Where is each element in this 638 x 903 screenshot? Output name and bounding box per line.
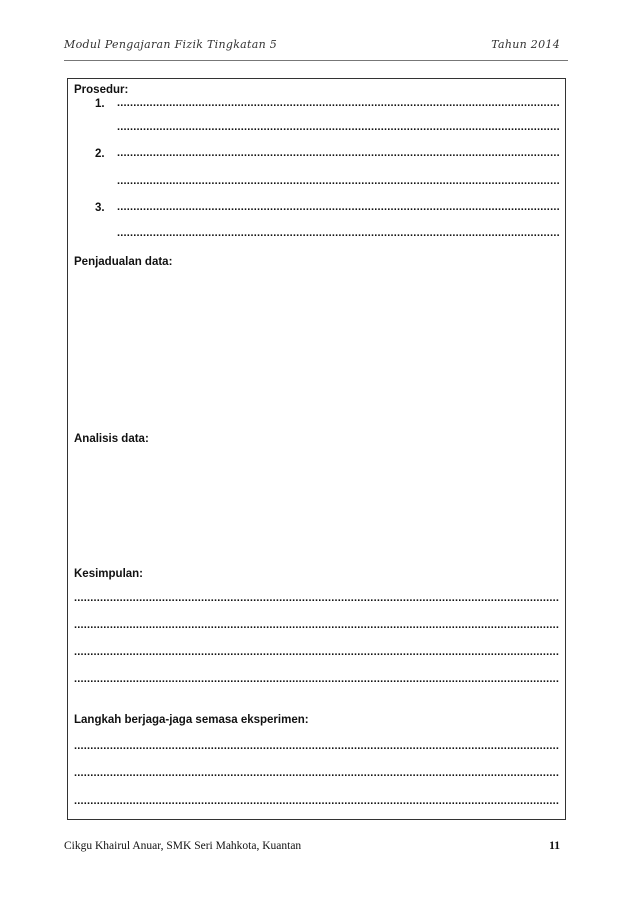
penjadualan-heading: Penjadualan data: [74, 256, 173, 268]
procedure-number-2: 2. [95, 148, 105, 160]
kesimpulan-line-3[interactable] [74, 647, 559, 657]
procedure-1-line-2[interactable] [117, 122, 559, 132]
kesimpulan-line-4[interactable] [74, 674, 559, 684]
page-footer [64, 840, 564, 856]
module-title: Modul Pengajaran Fizik Tingkatan 5 [64, 38, 278, 51]
analisis-answer-area[interactable] [74, 449, 558, 559]
procedure-2-line-2[interactable] [117, 176, 559, 186]
procedure-number-1: 1. [95, 98, 105, 110]
procedure-number-3: 3. [95, 202, 105, 214]
procedure-3-line-1[interactable] [117, 202, 559, 212]
year-label: Tahun 2014 [491, 38, 560, 51]
page-number: 11 [549, 840, 560, 852]
header-rule [64, 60, 568, 61]
langkah-line-1[interactable] [74, 741, 559, 751]
page-header [64, 38, 560, 58]
langkah-heading: Langkah berjaga-jaga semasa eksperimen: [74, 714, 309, 726]
procedure-1-line-1[interactable] [117, 98, 559, 108]
analisis-heading: Analisis data: [74, 433, 149, 445]
kesimpulan-heading: Kesimpulan: [74, 568, 144, 580]
prosedur-heading: Prosedur: [74, 84, 129, 96]
langkah-line-2[interactable] [74, 768, 559, 778]
kesimpulan-line-1[interactable] [74, 593, 559, 603]
kesimpulan-line-2[interactable] [74, 620, 559, 630]
penjadualan-answer-area[interactable] [74, 272, 558, 420]
langkah-line-3[interactable] [74, 796, 559, 806]
procedure-3-line-2[interactable] [117, 228, 559, 238]
procedure-2-line-1[interactable] [117, 148, 559, 158]
author-credit: Cikgu Khairul Anuar, SMK Seri Mahkota, Kuantan [64, 840, 302, 852]
